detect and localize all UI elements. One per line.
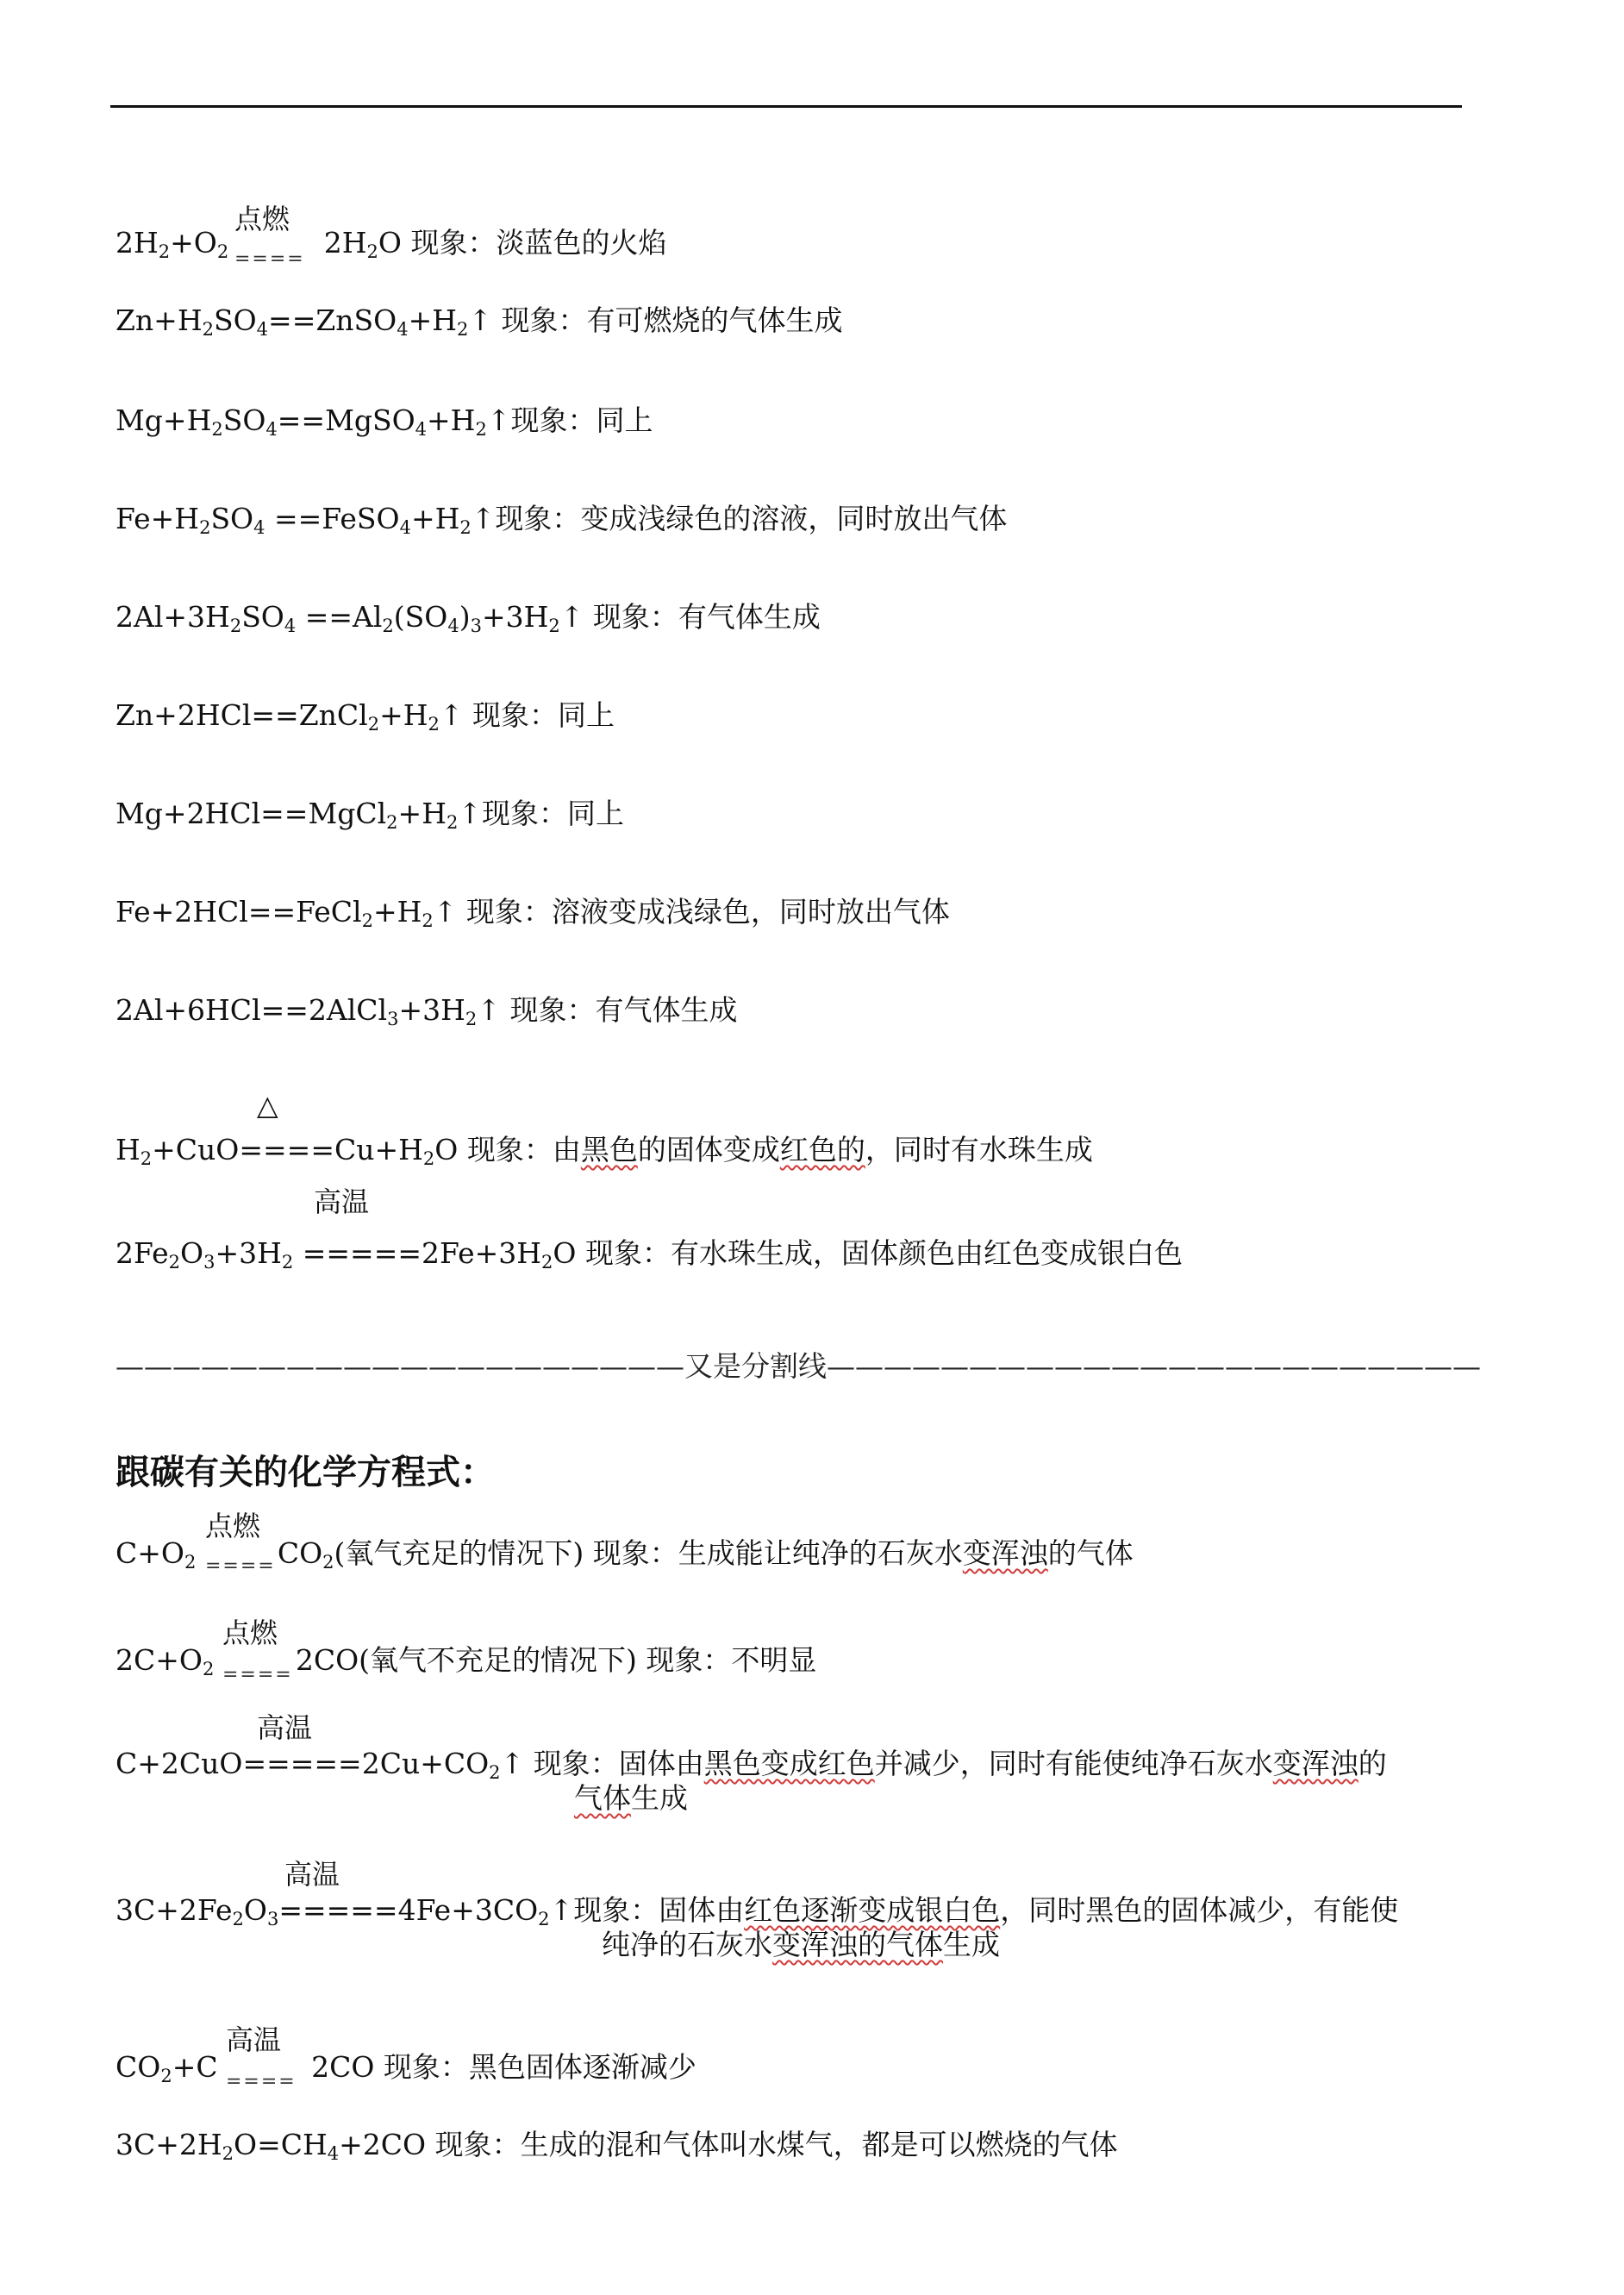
equation-line: $Fe+2HCl==FeCl_2+H_2↑$ 现象：溶液变成浅绿色，同时放出气体 xyxy=(116,895,950,931)
equals-sign: ==== xyxy=(205,1555,276,1577)
condition-label: 点燃 xyxy=(234,203,290,235)
equation-line: $Fe+H_2SO_4$ $==FeSO_4+H_2↑$现象：变成浅绿色的溶液，同时放出气体 xyxy=(116,502,1008,538)
equation-line: $C+O_2$ $CO_2$(氧气充足的情况下) 现象：生成能让纯净的石灰水变浑浊的气体 xyxy=(116,1536,1134,1573)
heat-triangle-icon: △ xyxy=(257,1089,278,1122)
equation-line: $Zn+H_2SO_4==ZnSO_4+H_2↑$ 现象：有可燃烧的气体生成 xyxy=(116,303,843,340)
section-divider: ————————————————————又是分割线——————————————————————— xyxy=(116,1349,1481,1383)
equation-line: $Zn+2HCl==ZnCl_2+H_2↑$ 现象：同上 xyxy=(116,698,615,735)
equation-line: $Mg+H_2SO_4==MgSO_4+H_2↑$现象：同上 xyxy=(116,403,653,440)
equation-line: $Mg+2HCl==MgCl_2+H_2↑$现象：同上 xyxy=(116,797,625,833)
equation-line: $3C+2H_2O=CH_4+2CO$ 现象：生成的混和气体叫水煤气，都是可以燃烧的气体 xyxy=(116,2128,1118,2164)
equation-line: $C+2CuO=====2Cu+CO_2↑$ 现象：固体由黑色变成红色并减少，同时有能使纯净石灰水变浑浊的 xyxy=(116,1747,1387,1783)
equation-line: $3C+2Fe_2O_3=====4Fe+3CO_2↑$现象：固体由红色逐渐变成银白色，同时黑色的固体减少，有能使 xyxy=(116,1893,1399,1929)
condition-label: 高温 xyxy=(226,2023,282,2056)
condition-label: 高温 xyxy=(257,1711,313,1744)
equals-sign: ==== xyxy=(226,2071,297,2092)
equation-line: $2Al+6HCl==2AlCl_3+3H_2↑$ 现象：有气体生成 xyxy=(116,993,738,1029)
equals-sign: ==== xyxy=(234,248,305,270)
equals-sign: ==== xyxy=(222,1664,293,1685)
continuation-line: 纯净的石灰水变浑浊的气体生成 xyxy=(602,1928,1000,1961)
header-rule xyxy=(110,105,1462,108)
condition-label: 高温 xyxy=(284,1858,340,1891)
condition-label: 高温 xyxy=(314,1185,370,1218)
equation-line: $2H_2+O_2$ $2H_2O$ 现象：淡蓝色的火焰 xyxy=(116,226,667,262)
equation-line: $H_2+CuO====Cu+H_2O$ 现象：由黑色的固体变成红色的，同时有水珠生成 xyxy=(116,1133,1093,1169)
equation-line: $CO_2+C$ 2CO 现象：黑色固体逐渐减少 xyxy=(116,2050,696,2086)
equation-line: $2Al+3H_2SO_4$ $==Al_2(SO_4)_3+3H_2↑$ 现象：有气体生成 xyxy=(116,600,821,636)
continuation-line: 气体生成 xyxy=(574,1781,688,1815)
equation-line: $2Fe_2O_3+3H_2 =====2Fe+3H_2O$ 现象：有水珠生成，固体颜色由红色变成银白色 xyxy=(116,1236,1183,1273)
section-heading: 跟碳有关的化学方程式： xyxy=(116,1452,495,1492)
equation-line: $2C+O_2$ 2CO(氧气不充足的情况下) 现象：不明显 xyxy=(116,1643,817,1679)
condition-label: 点燃 xyxy=(222,1617,278,1649)
condition-label: 点燃 xyxy=(205,1510,261,1542)
